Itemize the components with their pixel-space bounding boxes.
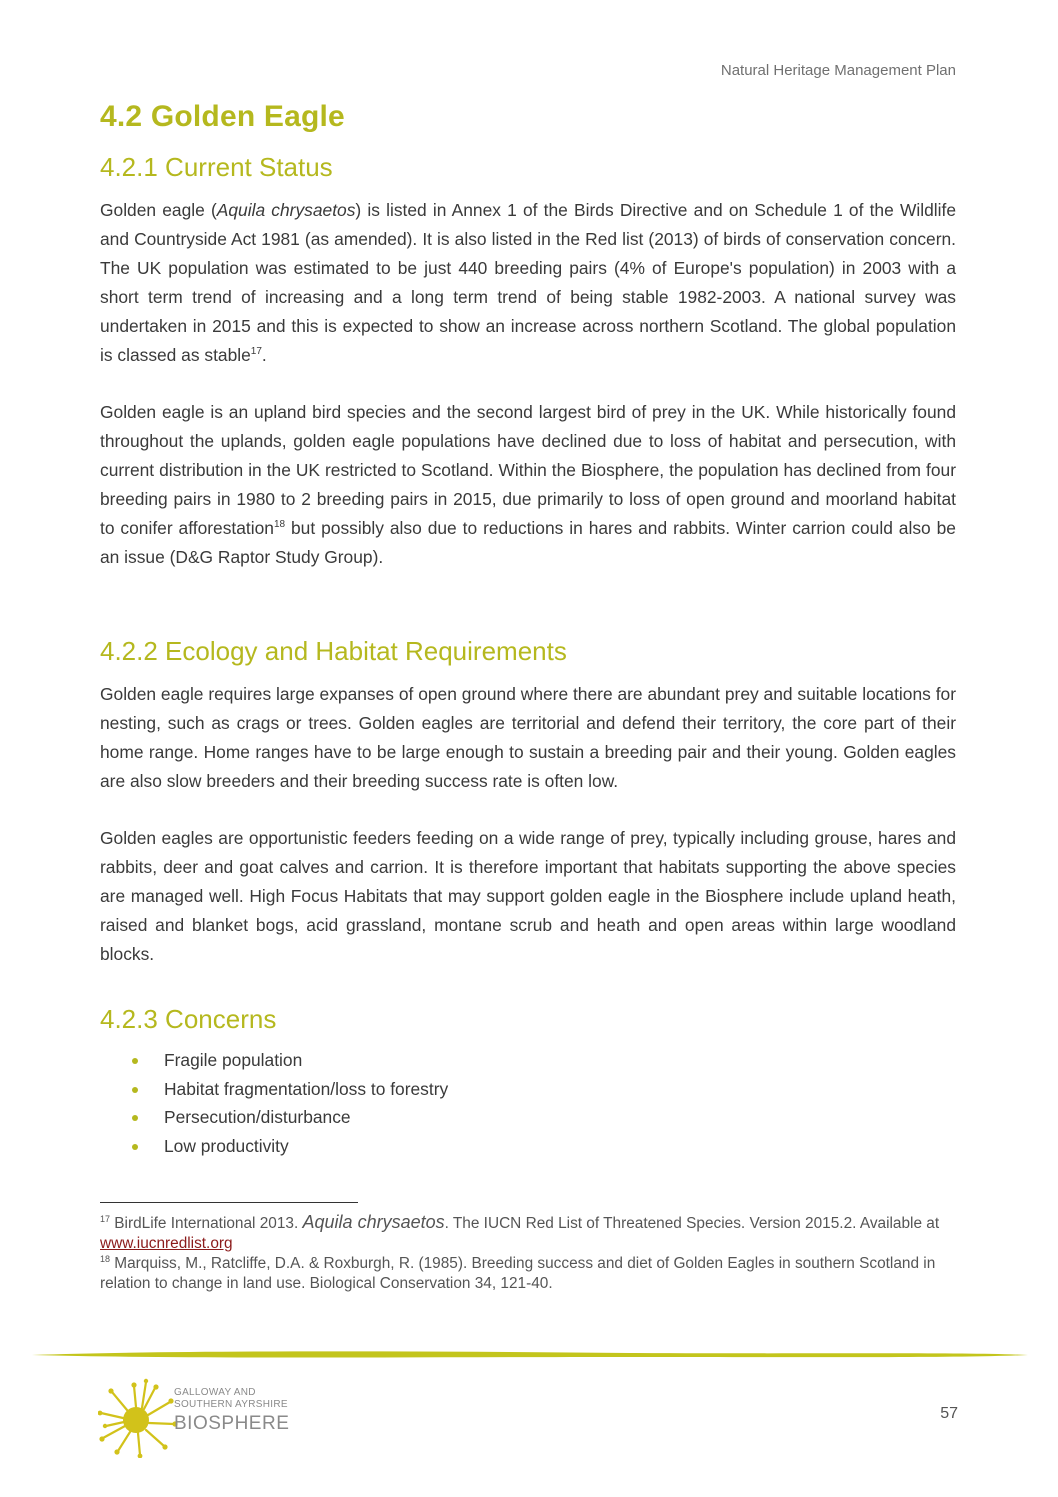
list-item: Low productivity	[132, 1132, 448, 1161]
list-item: Habitat fragmentation/loss to forestry	[132, 1075, 448, 1104]
p1-text-a: Golden eagle (	[100, 200, 217, 220]
bullet-icon	[132, 1058, 138, 1064]
biosphere-logo-icon	[98, 1378, 178, 1458]
bullet-icon	[132, 1115, 138, 1121]
bullet-icon	[132, 1144, 138, 1150]
footnote-17: $^{17}$ BirdLife International 2013. Aquila chrysaetos. The IUCN Red List of Threatened Species. Version 2015.2. Available at www.iucnredlist.org	[100, 1212, 940, 1252]
subsection-heading-ecology: 4.2.2 Ecology and Habitat Requirements	[100, 636, 567, 666]
paragraph-current-status-1	[100, 196, 956, 370]
paragraph-current-status-2	[100, 398, 956, 572]
section-title: 4.2 Golden Eagle	[100, 100, 345, 133]
footer-brush-line	[30, 1347, 1030, 1361]
paragraph-ecology-1: Golden eagle requires large expanses of open ground where there are abundant prey and suitable locations for nesting, such as crags or trees. Golden eagles are territorial and defend their territory, the core part of their home range. Home ranges have to be large enough to sustain a breeding pair and their young. Golden eagles are also slow breeders and their breeding success rate is often low.	[100, 684, 956, 791]
subsection-heading-current-status: 4.2.1 Current Status	[100, 152, 333, 182]
running-header: Natural Heritage Management Plan	[720, 62, 956, 79]
bullet-icon	[132, 1087, 138, 1093]
page-number: 57	[940, 1405, 958, 1422]
biosphere-logo-text: GALLOWAY AND SOUTHERN AYRSHIRE BIOSPHERE	[174, 1387, 290, 1434]
footnote-number: 18	[100, 1253, 111, 1264]
list-item: Persecution/disturbance	[132, 1103, 448, 1132]
p2-text-a: Golden eagle is an upland bird species and the second largest bird of prey in the UK. While historically found throughout the uplands, golden eagle populations have declined due to loss of habitat and persecution, with current distribution in the UK restricted to Scotland. Within the Biosphere, the population has declined from four breeding pairs in 1980 to 2 breeding pairs in 2015, due primarily to loss of open ground and moorland habitat to conifer afforestation	[100, 402, 956, 538]
footnote-ref-18[interactable]: 18	[273, 519, 286, 531]
list-item: Fragile population	[132, 1046, 448, 1075]
subsection-heading-concerns: 4.2.3 Concerns	[100, 1004, 277, 1034]
species-name: Aquila chrysaetos	[216, 200, 356, 220]
p2-text-b: but possibly also due to reductions in hares and rabbits. Winter carrion could also be an issue (D&G Raptor Study Group).	[100, 518, 956, 567]
iucn-link[interactable]: www.iucnredlist.org	[100, 1235, 233, 1252]
species-name: Aquila chrysaetos	[302, 1212, 445, 1232]
footnote-number: 17	[100, 1213, 111, 1224]
footnote-divider	[100, 1202, 358, 1203]
footnote-ref-17[interactable]: 17	[250, 346, 262, 358]
footnote-18: $^{18}$ Marquiss, M., Ratcliffe, D.A. & Roxburgh, R. (1985). Breeding success and diet of Golden Eagles in southern Scotland in relation to change in land use. Biological Conservation 34, 121-40.	[100, 1253, 936, 1292]
p1-text-c: .	[261, 345, 267, 365]
paragraph-ecology-2: Golden eagles are opportunistic feeders feeding on a wide range of prey, typically including grouse, hares and rabbits, deer and goat calves and carrion. It is therefore important that habitats supporting the above species are managed well. High Focus Habitats that may support golden eagle in the Biosphere include upland heath, raised and blanket bogs, acid grassland, montane scrub and heath and open areas within large woodland blocks.	[100, 828, 956, 964]
concerns-list	[132, 1046, 448, 1160]
p1-text-b: ) is listed in Annex 1 of the Birds Directive and on Schedule 1 of the Wildlife and Countryside Act 1981 (as amended). It is also listed in the Red list (2013) of birds of conservation concern. The UK population was estimated to be just 440 breeding pairs (4% of Europe's population) in 2003 with a short term trend of increasing and a long term trend of being stable 1982-2003. A national survey was undertaken in 2015 and this is expected to show an increase across northern Scotland. The global population is classed as stable	[100, 200, 957, 365]
